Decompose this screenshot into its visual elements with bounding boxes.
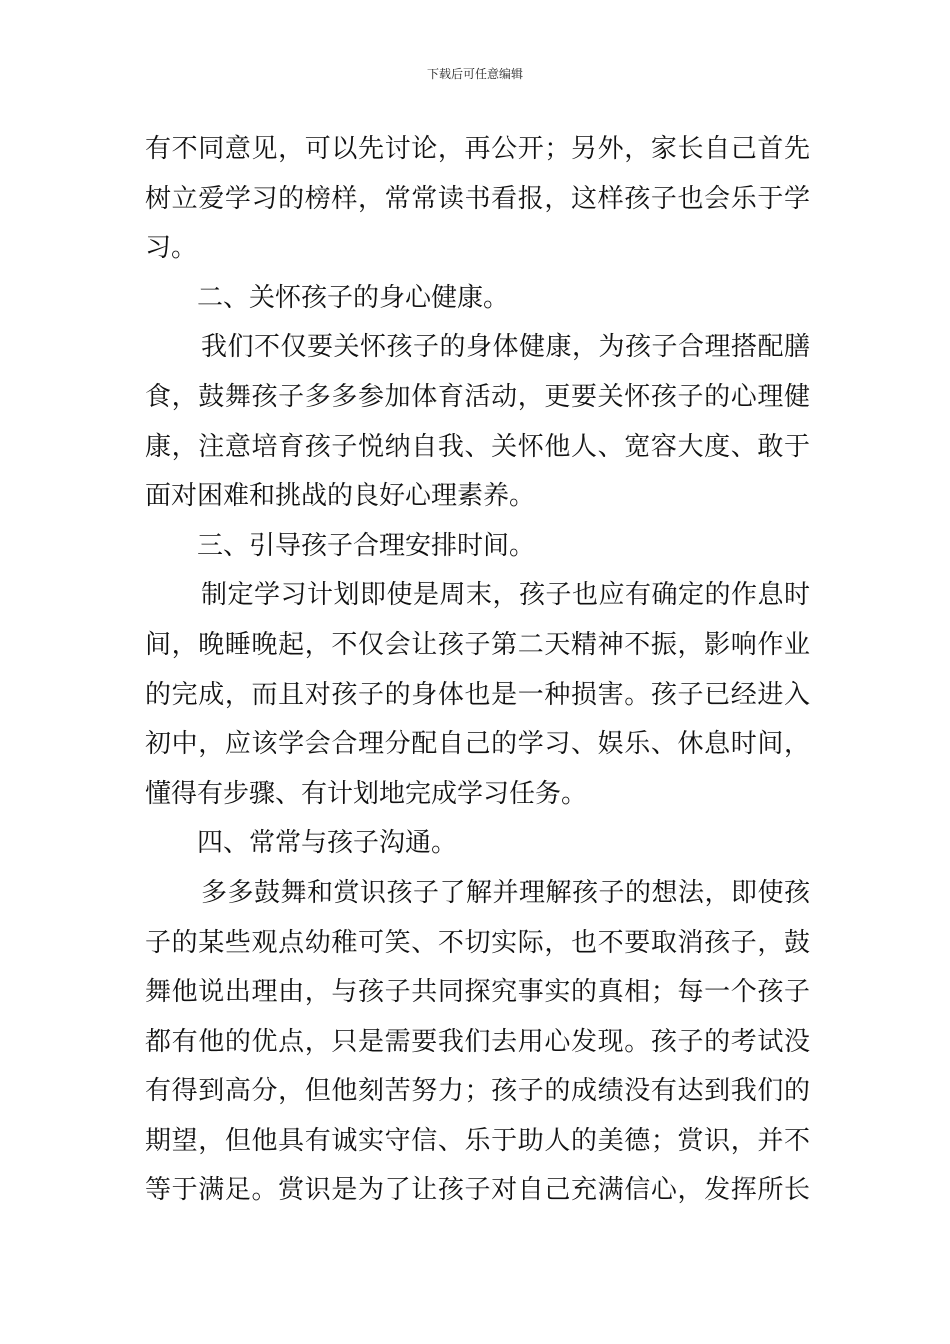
text-line: 树立爱学习的榜样，常常读书看报，这样孩子也会乐于学 <box>145 183 810 214</box>
page-header: 下载后可任意编辑 <box>426 67 523 81</box>
text-line: 期望，但他具有诚实守信、乐于助人的美德；赏识，并不 <box>145 1125 810 1156</box>
text-line: 等于满足。赏识是为了让孩子对自己充满信心，发挥所长 <box>145 1175 810 1206</box>
text-line: 面对困难和挑战的良好心理素养。 <box>145 481 536 512</box>
section-heading: 三、引导孩子合理安排时间。 <box>197 530 536 561</box>
text-line: 有不同意见，可以先讨论，再公开；另外，家长自己首先 <box>145 134 810 164</box>
section-heading: 四、常常与孩子沟通。 <box>197 828 458 859</box>
paragraph-first-line: 多多鼓舞和赏识孩子了解并理解孩子的想法，即使孩 <box>201 877 810 908</box>
paragraph-first-line: 制定学习计划即使是周末，孩子也应有确定的作息时 <box>201 580 810 611</box>
text-line: 的完成，而且对孩子的身体也是一种损害。孩子已经进入 <box>145 679 810 710</box>
text-line: 初中，应该学会合理分配自己的学习、娱乐、休息时间， <box>145 729 810 760</box>
section-heading: 二、关怀孩子的身心健康。 <box>197 282 510 313</box>
paragraph-first-line: 我们不仅要关怀孩子的身体健康，为孩子合理搭配膳 <box>201 332 810 363</box>
text-line: 食，鼓舞孩子多多参加体育活动，更要关怀孩子的心理健 <box>145 381 810 412</box>
text-line: 都有他的优点，只是需要我们去用心发现。孩子的考试没 <box>145 1026 810 1057</box>
text-line: 康，注意培育孩子悦纳自我、关怀他人、宽容大度、敢于 <box>145 431 810 462</box>
text-line: 舞他说出理由，与孩子共同探究事实的真相；每一个孩子 <box>145 977 810 1008</box>
text-line: 有得到高分，但他刻苦努力；孩子的成绩没有达到我们的 <box>145 1076 810 1107</box>
document-body <box>145 125 810 1216</box>
text-line: 间，晚睡晚起，不仅会让孩子第二天精神不振，影响作业 <box>145 629 810 660</box>
text-line: 懂得有步骤、有计划地完成学习任务。 <box>145 778 588 809</box>
text-line: 习。 <box>145 233 198 264</box>
text-line: 子的某些观点幼稚可笑、不切实际，也不要取消孩子，鼓 <box>145 927 810 958</box>
